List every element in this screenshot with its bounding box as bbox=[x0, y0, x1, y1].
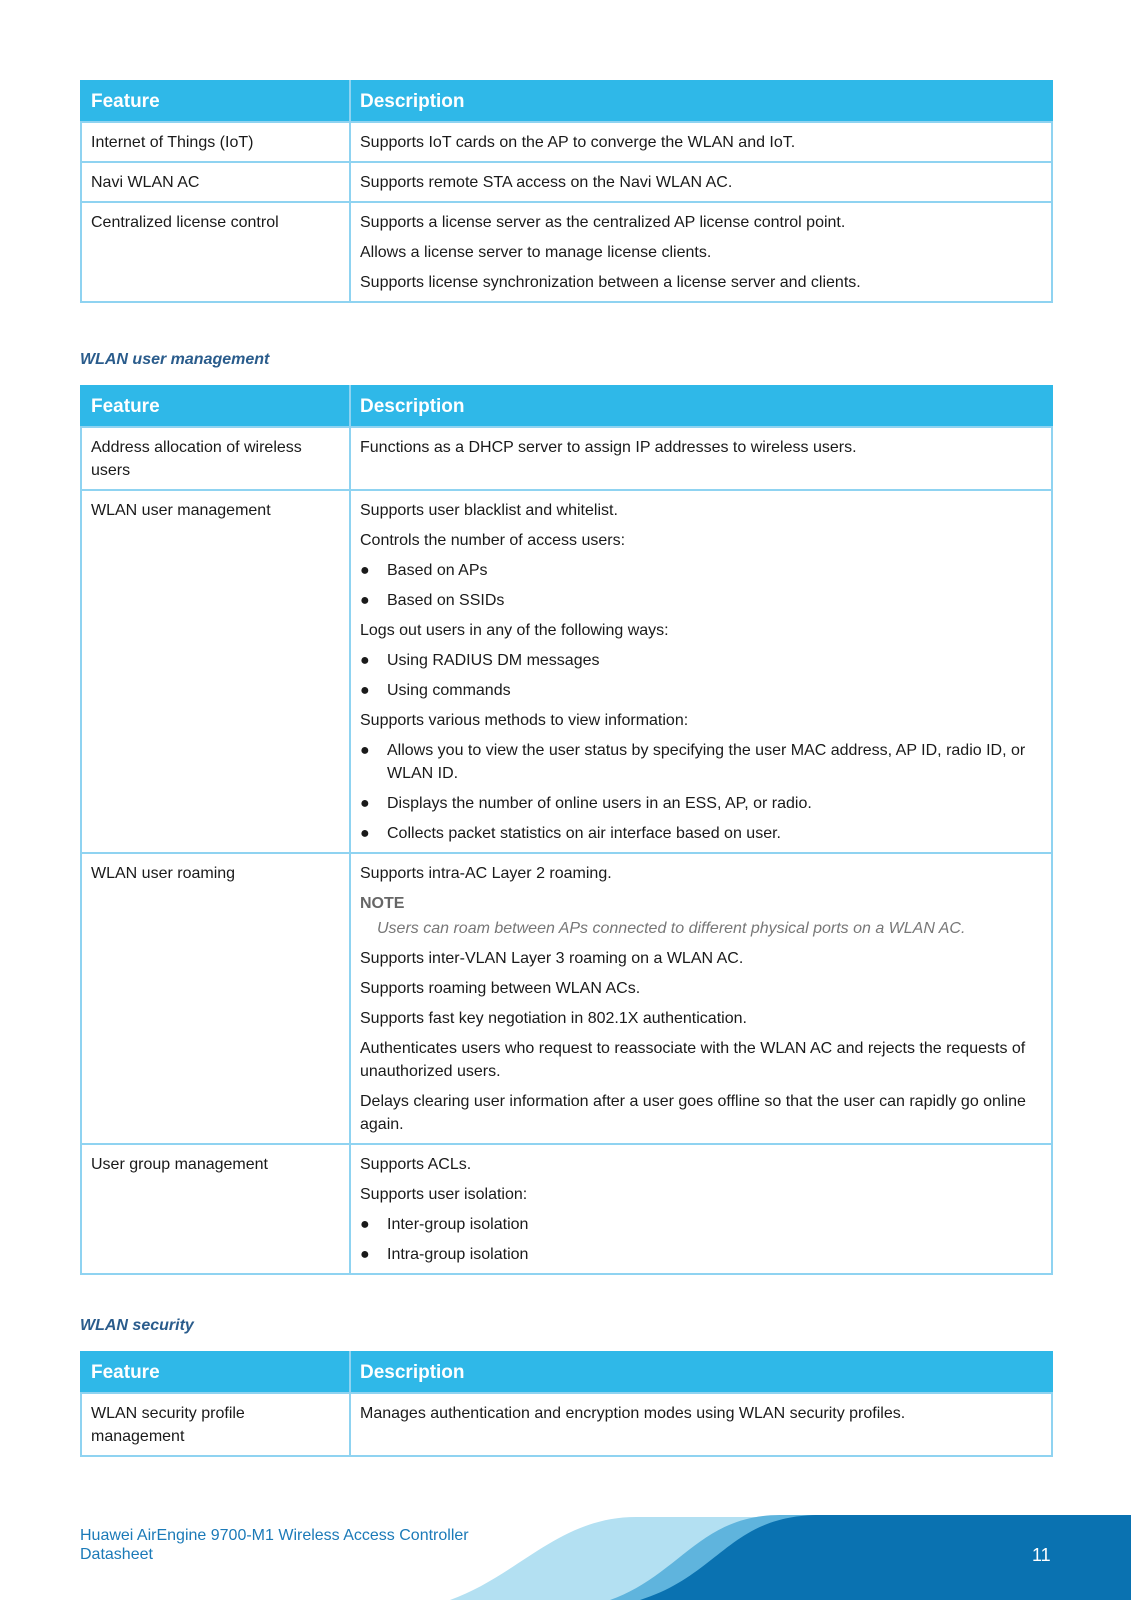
feature-cell: WLAN user roaming bbox=[81, 853, 350, 1144]
note-label: NOTE bbox=[360, 895, 405, 912]
bullet-item bbox=[360, 1243, 1042, 1266]
table-row bbox=[81, 490, 1052, 853]
table-row bbox=[81, 122, 1052, 162]
note-text: Users can roam between APs connected to different physical ports on a WLAN AC. bbox=[377, 920, 966, 937]
bullet-text: Intra-group isolation bbox=[387, 1246, 529, 1263]
description-line: Authenticates users who request to reassociate with the WLAN AC and rejects the requests of unauthorized users. bbox=[360, 1040, 1026, 1080]
bullet-text: Displays the number of online users in an ESS, AP, or radio. bbox=[387, 795, 812, 812]
table-row bbox=[81, 1144, 1052, 1274]
bullet-item bbox=[360, 679, 1042, 702]
bullet-icon: ● bbox=[360, 1216, 370, 1233]
feature-table-general bbox=[80, 80, 1053, 303]
description-line: Supports ACLs. bbox=[360, 1156, 472, 1173]
description-cell bbox=[350, 162, 1052, 202]
footer-document-title bbox=[80, 1526, 469, 1564]
bullet-item bbox=[360, 649, 1042, 672]
table-header-row bbox=[81, 386, 1052, 427]
description-line: Supports remote STA access on the Navi WLAN AC. bbox=[360, 174, 733, 191]
bullet-text: Using commands bbox=[387, 682, 511, 699]
description-line: Supports license synchronization between a license server and clients. bbox=[360, 274, 861, 291]
feature-cell: Centralized license control bbox=[81, 202, 350, 302]
header-description: Description bbox=[350, 386, 1052, 427]
description-line: Supports intra-AC Layer 2 roaming. bbox=[360, 865, 612, 882]
description-cell bbox=[350, 202, 1052, 302]
header-description: Description bbox=[350, 81, 1052, 122]
description-line: Supports user isolation: bbox=[360, 1186, 528, 1203]
description-cell bbox=[350, 427, 1052, 490]
feature-cell: Address allocation of wireless users bbox=[81, 427, 350, 490]
feature-cell: Internet of Things (IoT) bbox=[81, 122, 350, 162]
bullet-item bbox=[360, 739, 1042, 785]
header-feature: Feature bbox=[81, 1352, 350, 1393]
bullet-icon: ● bbox=[360, 562, 370, 579]
feature-table-wlan-user-management bbox=[80, 385, 1053, 1275]
description-line: Supports IoT cards on the AP to converge the WLAN and IoT. bbox=[360, 134, 796, 151]
header-feature: Feature bbox=[81, 386, 350, 427]
table-row bbox=[81, 853, 1052, 1144]
description-cell bbox=[350, 122, 1052, 162]
feature-cell: WLAN user management bbox=[81, 490, 350, 853]
description-cell bbox=[350, 1393, 1052, 1456]
description-cell bbox=[350, 853, 1052, 1144]
bullet-text: Collects packet statistics on air interface based on user. bbox=[387, 825, 781, 842]
page-number: 11 bbox=[1032, 1545, 1051, 1565]
description-line: Supports user blacklist and whitelist. bbox=[360, 502, 618, 519]
table-row bbox=[81, 1393, 1052, 1456]
description-line: Manages authentication and encryption modes using WLAN security profiles. bbox=[360, 1405, 906, 1422]
bullet-icon: ● bbox=[360, 592, 370, 609]
table-header-row bbox=[81, 1352, 1052, 1393]
description-line: Logs out users in any of the following ways: bbox=[360, 622, 669, 639]
bullet-text: Using RADIUS DM messages bbox=[387, 652, 600, 669]
feature-table-wlan-security bbox=[80, 1351, 1053, 1457]
section-title-wlan-user-management: WLAN user management bbox=[80, 351, 270, 368]
bullet-text: Based on SSIDs bbox=[387, 592, 505, 609]
table-row bbox=[81, 162, 1052, 202]
description-line: Functions as a DHCP server to assign IP addresses to wireless users. bbox=[360, 439, 857, 456]
bullet-icon: ● bbox=[360, 742, 370, 759]
bullet-item bbox=[360, 822, 1042, 845]
table-row bbox=[81, 202, 1052, 302]
section-title-wlan-security: WLAN security bbox=[80, 1317, 194, 1334]
description-line: Supports various methods to view information: bbox=[360, 712, 689, 729]
description-line: Supports inter-VLAN Layer 3 roaming on a WLAN AC. bbox=[360, 950, 744, 967]
bullet-icon: ● bbox=[360, 1246, 370, 1263]
description-line: Delays clearing user information after a user goes offline so that the user can rapidly go online again. bbox=[360, 1093, 1026, 1133]
bullet-icon: ● bbox=[360, 652, 370, 669]
description-line: Allows a license server to manage license clients. bbox=[360, 244, 712, 261]
description-line: Controls the number of access users: bbox=[360, 532, 626, 549]
feature-cell: User group management bbox=[81, 1144, 350, 1274]
description-line: Supports fast key negotiation in 802.1X authentication. bbox=[360, 1010, 747, 1027]
bullet-text: Based on APs bbox=[387, 562, 488, 579]
description-cell bbox=[350, 490, 1052, 853]
footer-title-line-1: Huawei AirEngine 9700-M1 Wireless Access Controller bbox=[80, 1527, 469, 1544]
bullet-item bbox=[360, 589, 1042, 612]
bullet-item bbox=[360, 1213, 1042, 1236]
description-cell bbox=[350, 1144, 1052, 1274]
description-line: Supports roaming between WLAN ACs. bbox=[360, 980, 641, 997]
bullet-icon: ● bbox=[360, 682, 370, 699]
header-description: Description bbox=[350, 1352, 1052, 1393]
header-feature: Feature bbox=[81, 81, 350, 122]
bullet-item bbox=[360, 559, 1042, 582]
feature-cell: Navi WLAN AC bbox=[81, 162, 350, 202]
footer-title-line-2: Datasheet bbox=[80, 1546, 153, 1563]
bullet-icon: ● bbox=[360, 795, 370, 812]
table-row bbox=[81, 427, 1052, 490]
bullet-icon: ● bbox=[360, 825, 370, 842]
bullet-text: Allows you to view the user status by specifying the user MAC address, AP ID, radio ID, or WLAN ID. bbox=[387, 742, 1026, 782]
bullet-item bbox=[360, 792, 1042, 815]
feature-cell: WLAN security profile management bbox=[81, 1393, 350, 1456]
description-line: Supports a license server as the centralized AP license control point. bbox=[360, 214, 846, 231]
table-header-row bbox=[81, 81, 1052, 122]
bullet-text: Inter-group isolation bbox=[387, 1216, 529, 1233]
